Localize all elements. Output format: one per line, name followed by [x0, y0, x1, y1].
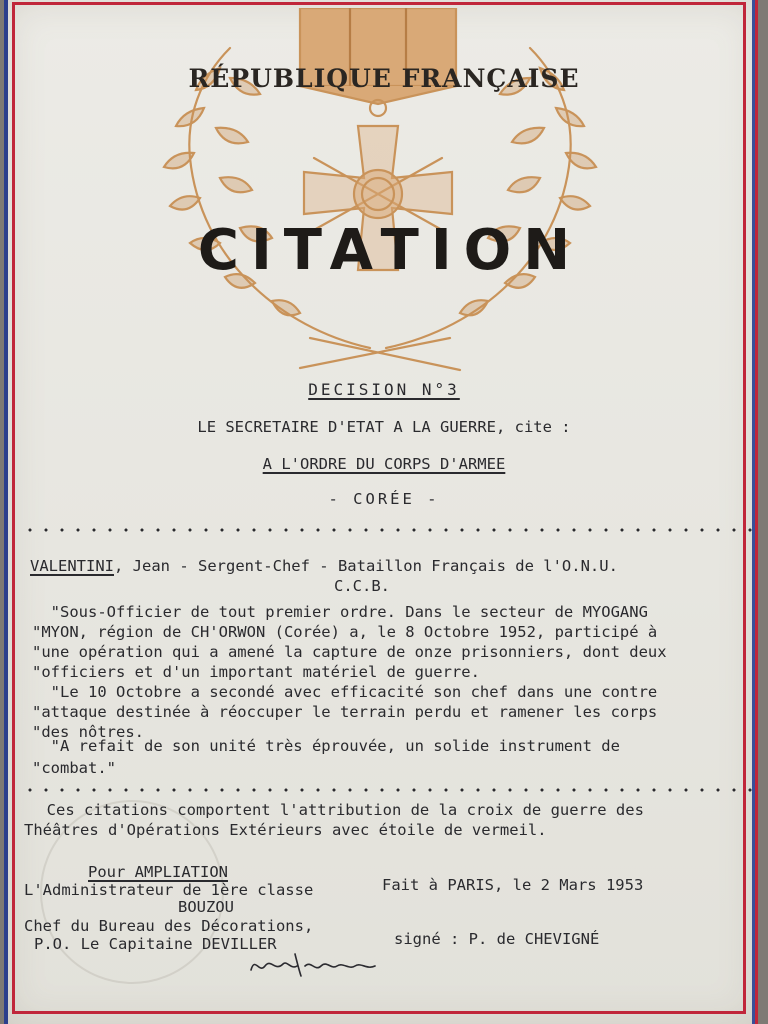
citation-line: "MYON, région de CH'ORWON (Corée) a, le 8 Octobre 1952, participé à: [32, 623, 658, 641]
ampliation-label: Pour AMPLIATION: [88, 863, 228, 881]
citation-line: "attaque destinée à réoccuper le terrain perdu et ramener les corps: [32, 703, 658, 721]
award-line: Théâtres d'Opérations Extérieurs avec étoile de vermeil.: [24, 821, 547, 839]
frame-red-outer: [755, 0, 758, 1024]
citation-line: "une opération qui a amené la capture de onze prisonniers, dont deux: [32, 643, 667, 661]
recipient-line: [30, 556, 618, 576]
frame-blue-left: [4, 0, 8, 1024]
page-title: CITATION: [197, 218, 583, 283]
country-heading: RÉPUBLIQUE FRANÇAISE: [188, 64, 580, 93]
citation-line: "Le 10 Octobre a secondé avec efficacité son chef dans une contre: [32, 683, 658, 701]
citation-line: "combat.": [32, 759, 116, 777]
recipient-unit: C.C.B.: [334, 577, 390, 595]
decision-number: DECISION N°3: [308, 380, 460, 399]
place-date: Fait à PARIS, le 2 Mars 1953: [382, 876, 644, 894]
decision-order: A L'ORDRE DU CORPS D'ARMEE: [262, 455, 506, 473]
decision-theatre: - CORÉE -: [328, 490, 440, 508]
handwritten-signature-icon: [245, 948, 395, 980]
bureau-title: Chef du Bureau des Décorations,: [24, 917, 314, 935]
recipient-details: , Jean - Sergent-Chef - Bataillon Français de l'O.N.U.: [114, 557, 618, 575]
recipient-surname: VALENTINI: [30, 557, 114, 575]
citation-line: "des nôtres.: [32, 723, 144, 741]
ampliation-wrap: [88, 862, 228, 882]
signed-line: signé : P. de CHEVIGNÉ: [394, 930, 600, 948]
citation-line: "officiers et d'un important matériel de guerre.: [32, 663, 480, 681]
dotted-divider: [22, 788, 752, 792]
dotted-divider: [22, 528, 752, 532]
citation-line: "A refait de son unité très éprouvée, un solide instrument de: [32, 737, 620, 755]
award-line: Ces citations comportent l'attribution de la croix de guerre des: [28, 801, 644, 819]
citation-line: "Sous-Officier de tout premier ordre. Dans le secteur de MYOGANG: [32, 603, 648, 621]
administrator-name: BOUZOU: [178, 898, 234, 916]
decision-number-wrap: [0, 380, 768, 400]
decision-order-wrap: [0, 454, 768, 474]
administrator-title: L'Administrateur de 1ère classe: [24, 881, 314, 899]
captain-line: P.O. Le Capitaine DEVILLER: [34, 935, 277, 953]
decision-issuer: LE SECRETAIRE D'ETAT A LA GUERRE, cite :: [197, 418, 571, 436]
